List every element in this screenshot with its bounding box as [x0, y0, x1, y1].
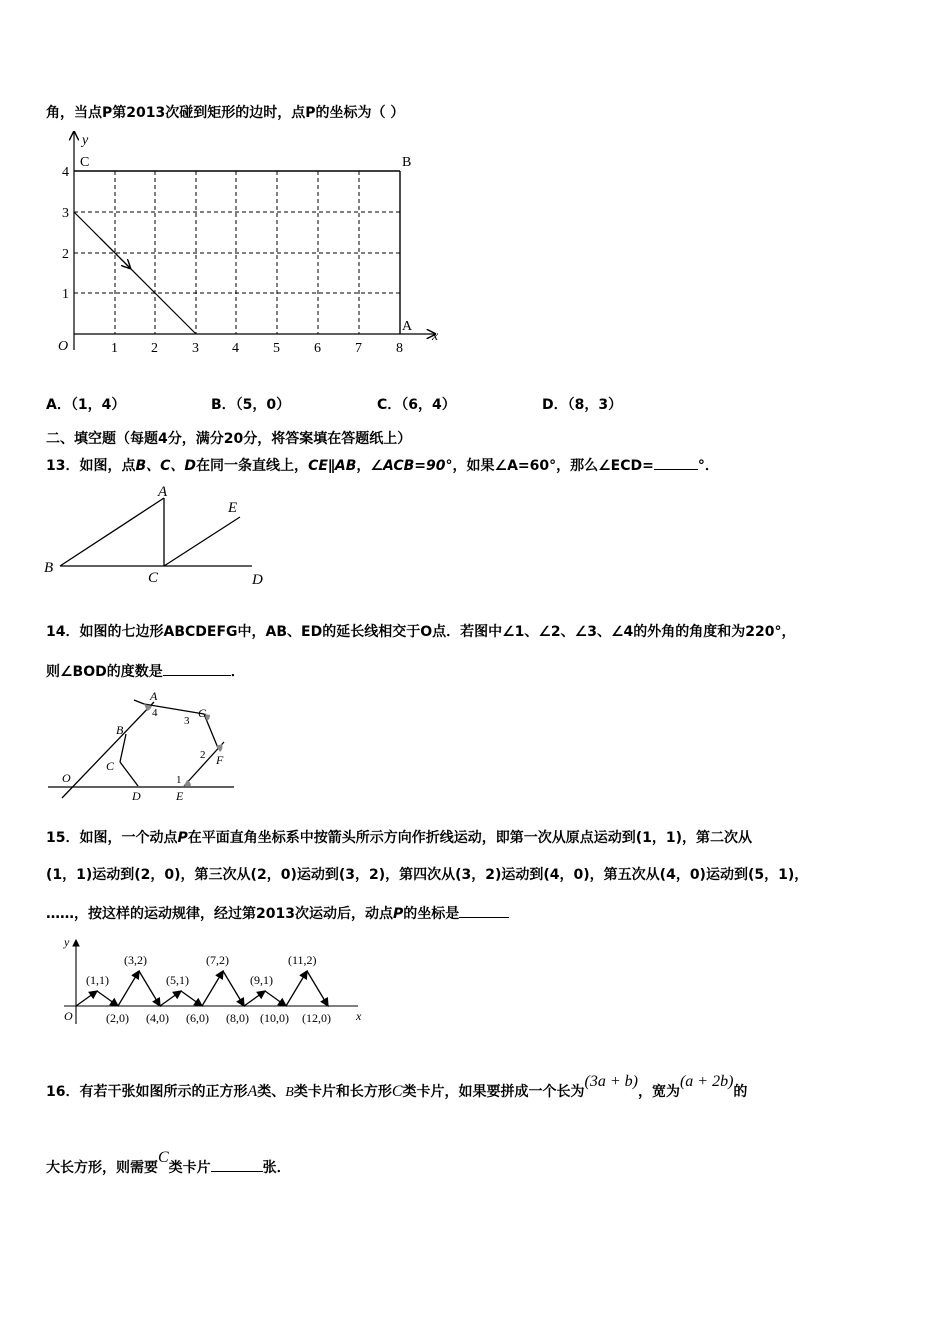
answer-blank[interactable] — [459, 903, 509, 918]
corner-b-label: B — [402, 155, 412, 170]
label-o: O — [62, 771, 71, 785]
point-label: (1,1) — [86, 973, 109, 987]
q15-line1: 15．如图，一个动点P在平面直角坐标系中按箭头所示方向作折线运动，即第一次从原点运动到(1，1)，第二次从 — [46, 830, 753, 846]
point-label: (3,2) — [124, 953, 147, 967]
angle-3: 3 — [184, 715, 190, 727]
point-label: (7,2) — [206, 953, 229, 967]
angle-1: 1 — [176, 774, 182, 786]
label-c: C — [106, 759, 115, 773]
point-label: (4,0) — [146, 1011, 169, 1025]
point-label: (6,0) — [186, 1011, 209, 1025]
x-tick: 8 — [396, 341, 403, 356]
q15-zigzag-graph — [46, 934, 376, 1034]
x-axis-label: x — [432, 329, 439, 344]
x-tick: 2 — [151, 341, 158, 356]
y-tick: 4 — [62, 165, 69, 180]
x-tick: 3 — [192, 341, 199, 356]
origin-label: O — [58, 339, 69, 354]
label-b: B — [116, 723, 124, 737]
q14-line2: 则∠BOD的度数是 ． — [46, 661, 245, 681]
q12-path-line — [74, 212, 196, 334]
label-d: D — [252, 572, 263, 588]
corner-c-label: C — [80, 155, 90, 170]
q15-line2: (1，1)运动到(2，0)，第三次从(2，0)运动到(3，2)，第四次从(3，2)运动到(4，0)，第五次从(4，0)运动到(5，1)， — [46, 867, 809, 883]
x-tick: 5 — [273, 341, 280, 356]
option-d: D．（8，3） — [542, 397, 623, 413]
angle-2: 2 — [200, 749, 206, 761]
label-b: B — [44, 560, 54, 576]
answer-blank[interactable] — [654, 455, 698, 470]
label-e: E — [228, 500, 238, 516]
y-axis-label: y — [82, 133, 89, 148]
point-label: (9,1) — [250, 973, 273, 987]
answer-blank[interactable] — [211, 1157, 263, 1172]
section-heading: 二、填空题（每题4分，满分20分，将答案填在答题纸上） — [46, 431, 412, 447]
label-e: E — [176, 789, 184, 803]
x-tick: 6 — [314, 341, 321, 356]
label-d: D — [132, 789, 141, 803]
point-label: (12,0) — [302, 1011, 331, 1025]
q15-line3: ……，按这样的运动规律，经过第2013次运动后，动点P的坐标是 — [46, 903, 509, 923]
y-tick: 3 — [62, 206, 69, 221]
angle-4: 4 — [152, 707, 158, 719]
q12-intro: 角，当点P第2013次碰到矩形的边时，点P的坐标为（ ） — [46, 105, 405, 121]
point-label: (11,2) — [288, 953, 317, 967]
label-c: C — [148, 570, 159, 586]
y-tick: 2 — [62, 247, 69, 262]
option-c: C．（6，4） — [377, 397, 456, 413]
x-tick: 7 — [355, 341, 362, 356]
q13-text: 13．如图，点B、C、D在同一条直线上，CE∥AB，∠ACB=90°，如果∠A=60°，那么∠ECD= °． — [46, 455, 719, 475]
q14-line1: 14．如图的七边形ABCDEFG中，AB、ED的延长线相交于O点．若图中∠1、∠2、∠3、∠4的外角的角度和为220°， — [46, 624, 796, 640]
label-f: F — [216, 753, 224, 767]
q12-rectangle-graph — [40, 128, 460, 368]
x-axis-label: x — [356, 1009, 362, 1023]
q16-line1: 16．有若干张如图所示的正方形A类、B类卡片和长方形C类卡片，如果要拼成一个长为(3a + b)，宽为(a + 2b)的 — [46, 1073, 748, 1100]
label-g: G — [198, 706, 207, 720]
point-label: (10,0) — [260, 1011, 289, 1025]
label-a: A — [150, 689, 158, 703]
y-axis-label: y — [64, 935, 70, 949]
y-tick: 1 — [62, 287, 69, 302]
point-label: (5,1) — [166, 973, 189, 987]
point-label: (2,0) — [106, 1011, 129, 1025]
q14-heptagon-figure — [44, 690, 244, 802]
q13-figure — [40, 482, 280, 592]
label-a: A — [158, 484, 168, 500]
point-label: (8,0) — [226, 1011, 249, 1025]
x-tick: 1 — [111, 341, 118, 356]
origin-label: O — [64, 1009, 73, 1023]
option-b: B．（5，0） — [211, 397, 291, 413]
answer-blank[interactable] — [163, 661, 231, 676]
q16-line2: 大长方形，则需要C类卡片 张． — [46, 1149, 291, 1176]
corner-a-label: A — [402, 319, 413, 334]
option-a: A．（1，4） — [46, 397, 126, 413]
x-tick: 4 — [232, 341, 239, 356]
